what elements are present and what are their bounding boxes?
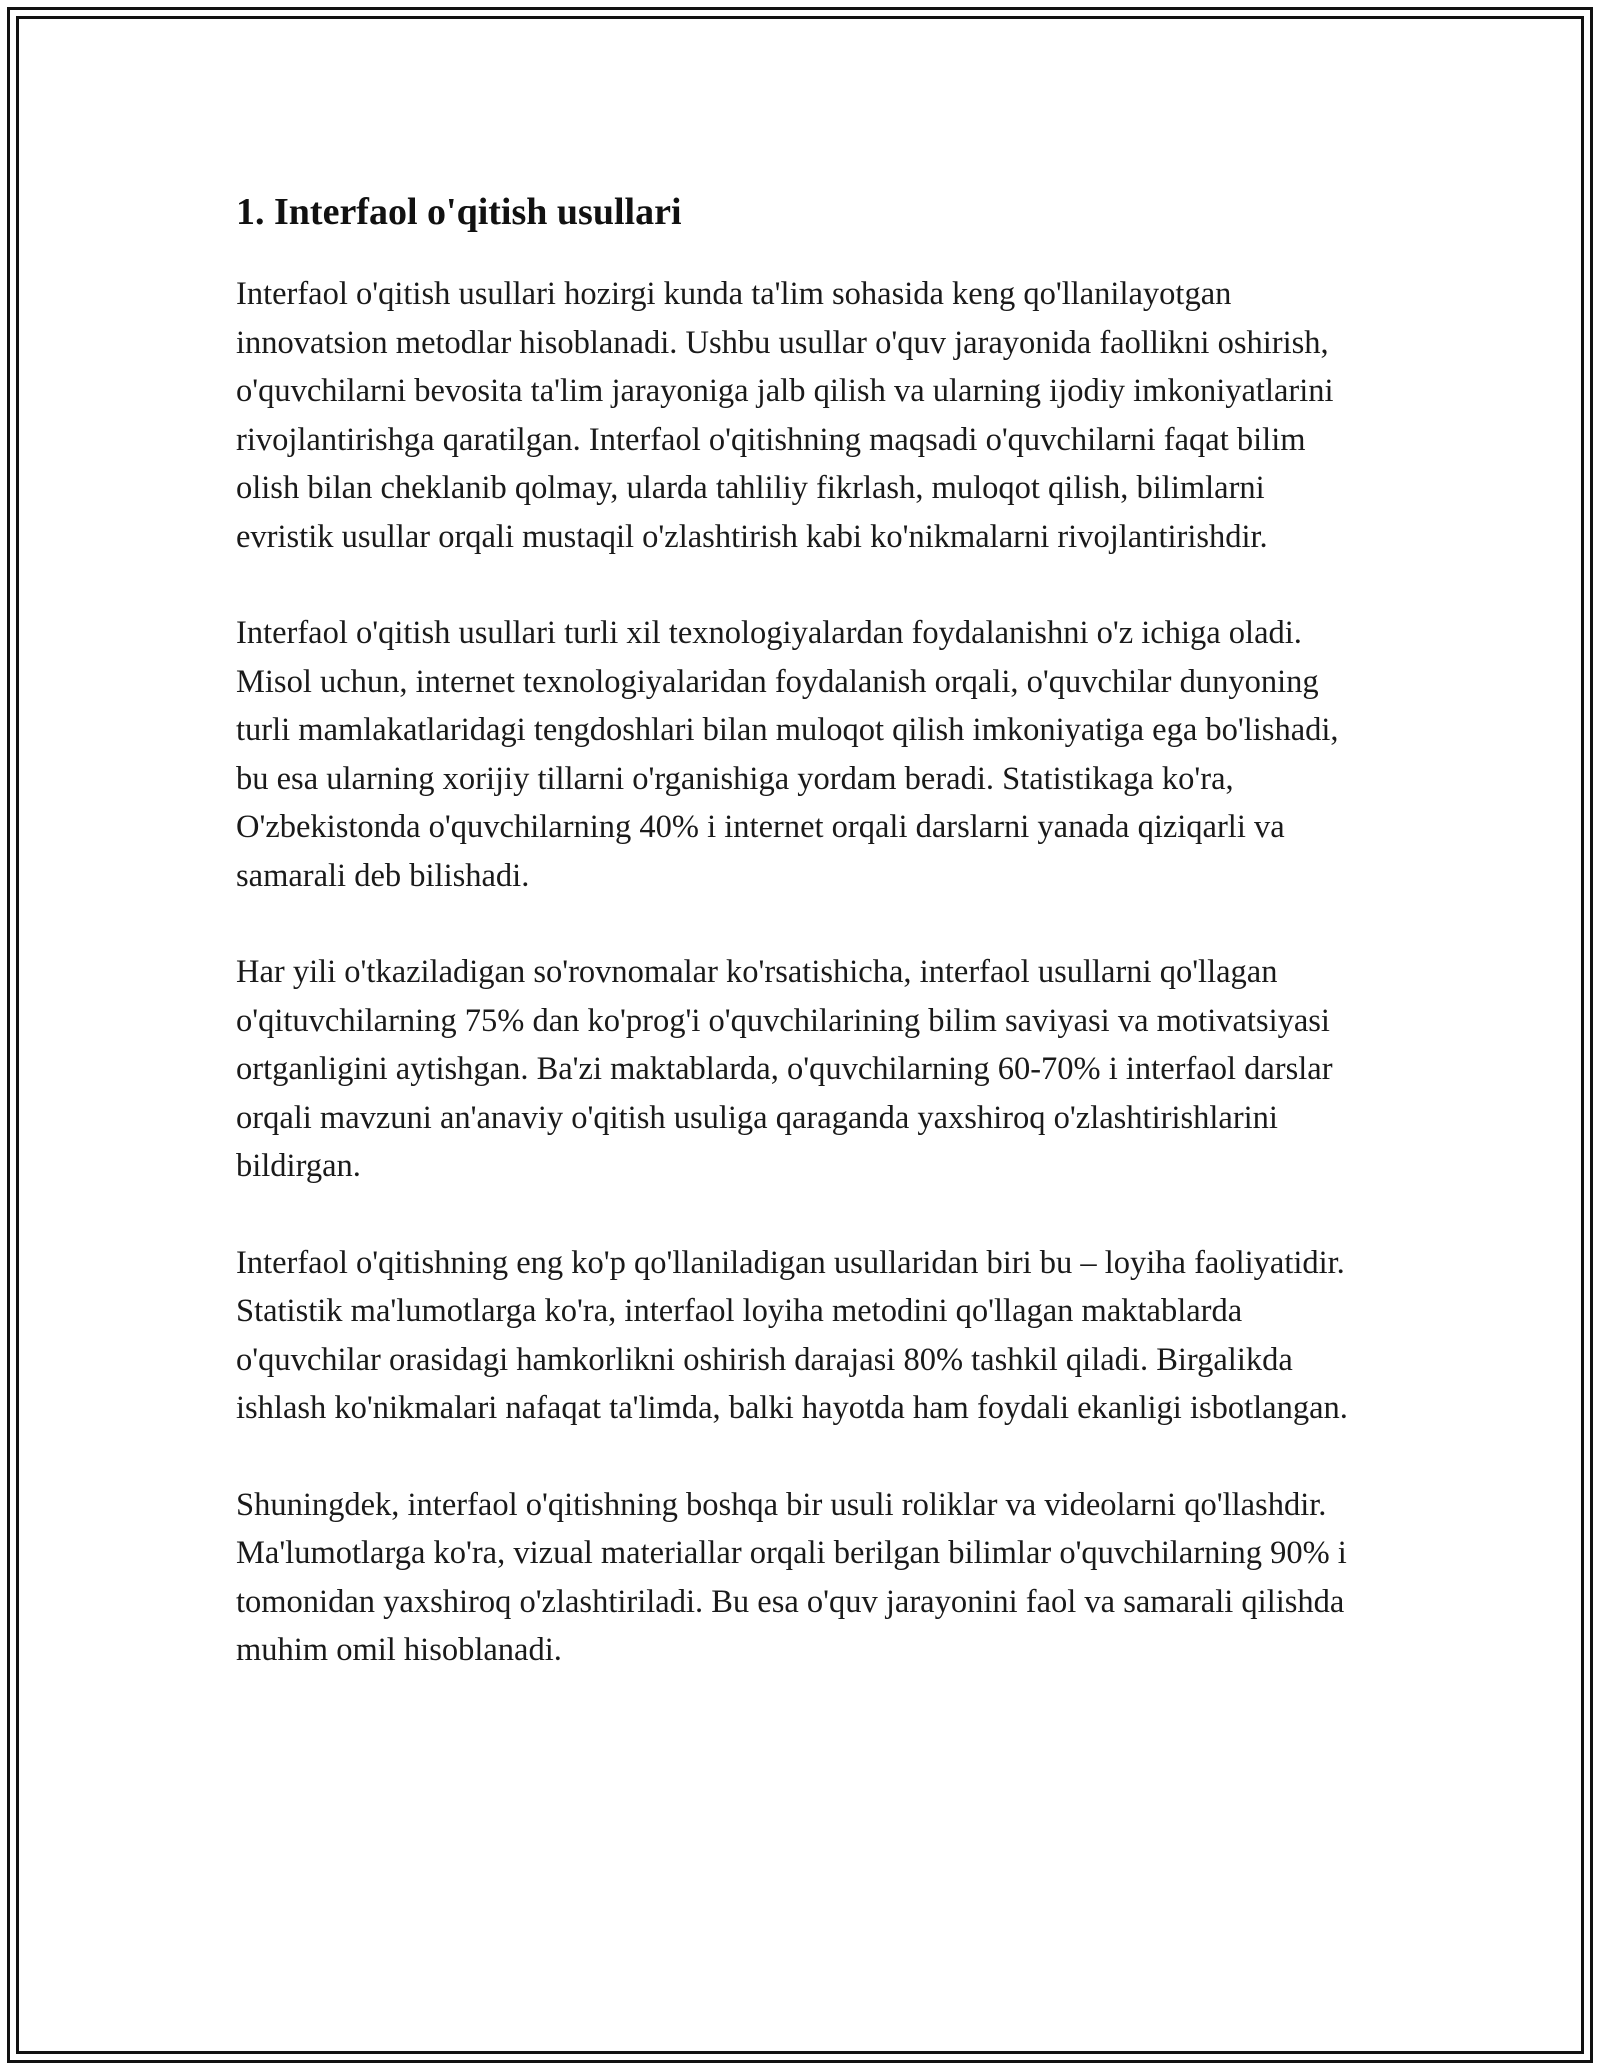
paragraph-intro: Interfaol o'qitish usullari hozirgi kunda ta'lim sohasida keng qo'llanilayotgan innovatsion metodlar hisoblanadi. Ushbu usullar o'quv jarayonida faollikni oshirish, o'quvchilarni bevosita ta'lim jarayoniga jalb qilish va ularning ijodiy imkoniyatlarini rivojlantirishga qaratilgan. Interfaol o'qitishning maqsadi o'quvchilarni faqat bilim olish bilan cheklanib qolmay, ularda tahliliy fikrlash, muloqot qilish, bilimlarni evristik usullar orqali mustaqil o'zlashtirish kabi ko'nikmalarni rivojlantirishdir. bbox=[236, 276, 1334, 555]
paragraph-project-method: Interfaol o'qitishning eng ko'p qo'llaniladigan usullaridan biri bu – loyiha faoliyatidir. Statistik ma'lumotlarga ko'ra, interfaol loyiha metodini qo'llagan maktablarda o'quvchilar orasidagi hamkorlikni oshirish darajasi 80% tashkil qiladi. Birgalikda ishlash ko'nikmalari nafaqat ta'limda, balki hayotda ham foydali ekanligi isbotlangan. bbox=[236, 1244, 1348, 1426]
section-heading: 1. Interfaol o'qitish usullari bbox=[236, 191, 682, 233]
paragraph-surveys: Har yili o'tkaziladigan so'rovnomalar ko'rsatishicha, interfaol usullarni qo'llagan o'qituvchilarning 75% dan ko'prog'i o'quvchilarining bilim saviyasi va motivatsiyasi ortganligini aytishgan. Ba'zi maktablarda, o'quvchilarning 60-70% i interfaol darslar orqali mavzuni an'anaviy o'qitish usuliga qaraganda yaxshiroq o'zlashtirishlarini bildirgan. bbox=[236, 954, 1333, 1184]
paragraph-video-method: Shuningdek, interfaol o'qitishning boshqa bir usuli roliklar va videolarni qo'llashdir. Ma'lumotlarga ko'ra, vizual materiallar orqali berilgan bilimlar o'quvchilarning 90% i tomonidan yaxshiroq o'zlashtiriladi. Bu esa o'quv jarayonini faol va samarali qilishda muhim omil hisoblanadi. bbox=[236, 1486, 1347, 1668]
paragraph-technology: Interfaol o'qitish usullari turli xil texnologiyalardan foydalanishni o'z ichiga oladi. Misol uchun, internet texnologiyalaridan foydalanish orqali, o'quvchilar dunyoning turli mamlakatlaridagi tengdoshlari bilan muloqot qilish imkoniyatiga ega bo'lishadi, bu esa ularning xorijiy tillarni o'rganishiga yordam beradi. Statistikaga ko'ra, O'zbekistonda o'quvchilarning 40% i internet orqali darslarni yanada qiziqarli va samarali deb bilishadi. bbox=[236, 615, 1339, 894]
document-body bbox=[236, 182, 1366, 1723]
